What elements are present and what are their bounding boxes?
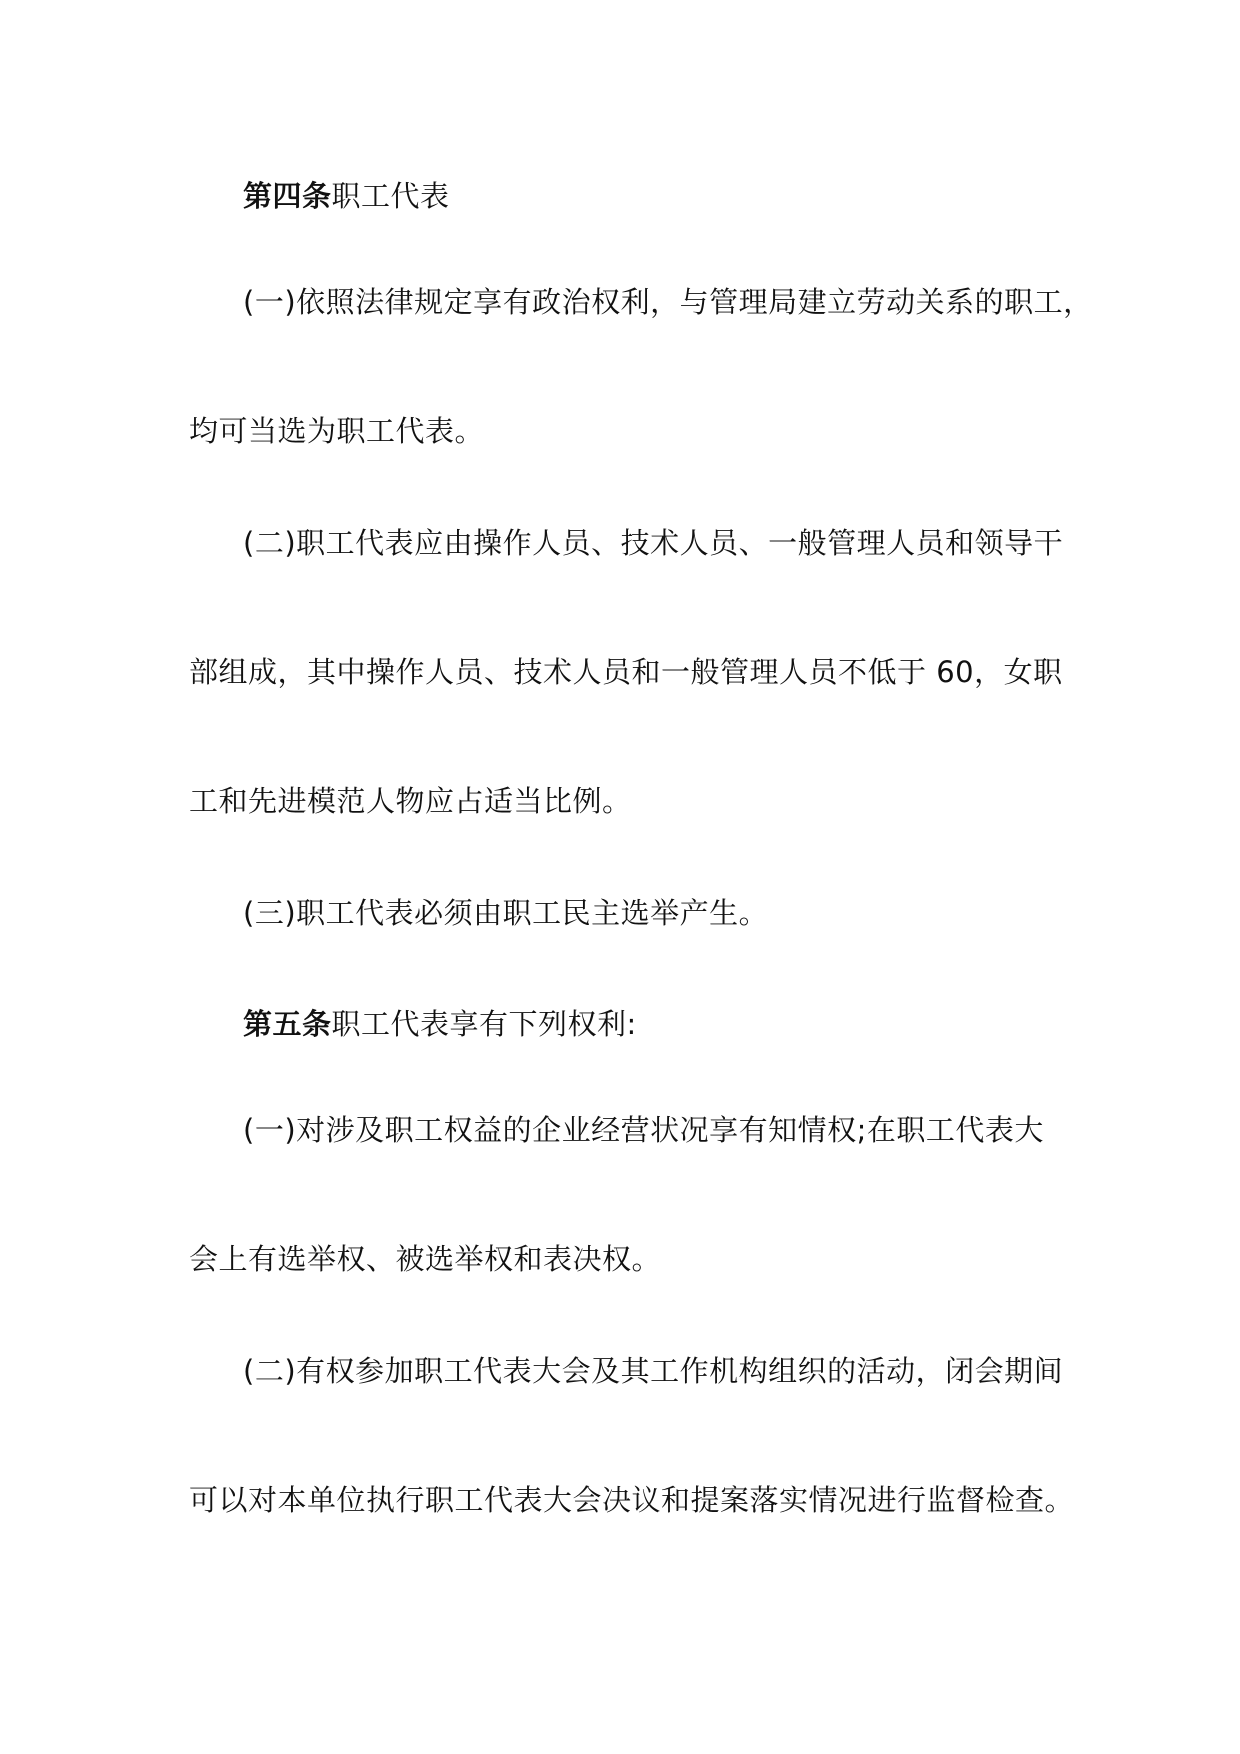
article-5-heading-line [243, 1004, 637, 1044]
article-4-item-1-line-1: (一)依照法律规定享有政治权利，与管理局建立劳动关系的职工， [243, 285, 1093, 319]
article-4-item-1-line-2: 均可当选为职工代表。 [189, 414, 485, 448]
article-5-item-1-line-1: (一)对涉及职工权益的企业经营状况享有知情权;在职工代表大 [243, 1113, 1044, 1147]
article-4-item-2-line-1: (二)职工代表应由操作人员、技术人员、一般管理人员和领导干 [243, 526, 1064, 560]
article-4-number: 第四条 [243, 179, 332, 213]
article-5-item-2-line-2: 可以对本单位执行职工代表大会决议和提案落实情况进行监督检查。 [189, 1483, 1075, 1517]
article-5-item-2-line-1: (二)有权参加职工代表大会及其工作机构组织的活动，闭会期间 [243, 1354, 1064, 1388]
article-5-item-1-line-2: 会上有选举权、被选举权和表决权。 [189, 1242, 662, 1276]
article-4-item-2-line-2: 部组成，其中操作人员、技术人员和一般管理人员不低于 60，女职 [189, 655, 1063, 689]
article-5-number: 第五条 [243, 1007, 332, 1041]
article-4-heading-line [243, 176, 450, 216]
article-4-item-3-line-1: (三)职工代表必须由职工民主选举产生。 [243, 896, 769, 930]
article-4-title: 职工代表 [331, 179, 450, 213]
article-4-item-2-line-3: 工和先进模范人物应占适当比例。 [189, 784, 632, 818]
article-5-title: 职工代表享有下列权利: [331, 1007, 637, 1041]
